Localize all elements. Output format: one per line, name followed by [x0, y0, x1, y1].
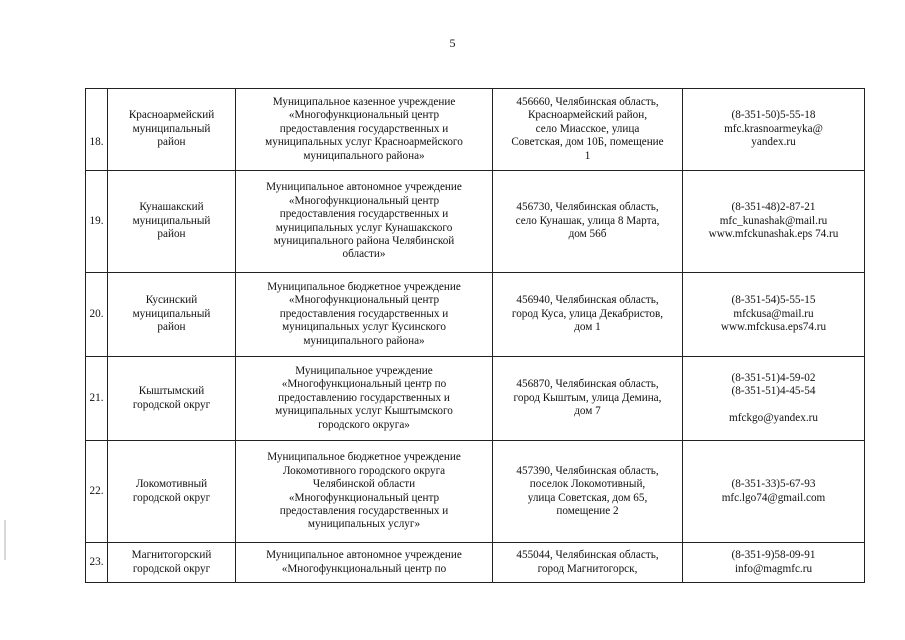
row-number: 23. — [86, 543, 108, 583]
row-number: 19. — [86, 171, 108, 273]
organization-name: Муниципальное автономное учреждение «Многофункциональный центр предоставления государственных и муниципальных услуг Кунашакского муниципального района Челябинской области» — [236, 171, 493, 273]
table-row — [86, 171, 865, 273]
municipality-name: Локомотивный городской округ — [108, 441, 236, 543]
municipality-name: Магнитогорский городской округ — [108, 543, 236, 583]
contacts: (8-351-33)5-67-93 mfc.lgo74@gmail.com — [683, 441, 865, 543]
address: 456870, Челябинская область, город Кыштым, улица Демина, дом 7 — [493, 357, 683, 441]
address: 456730, Челябинская область, село Кунашак, улица 8 Марта, дом 56б — [493, 171, 683, 273]
municipality-name: Красноармейский муниципальный район — [108, 89, 236, 171]
organization-name: Муниципальное автономное учреждение «Многофункциональный центр по — [236, 543, 493, 583]
row-number: 21. — [86, 357, 108, 441]
contacts-gap — [686, 399, 861, 412]
organization-name: Муниципальное бюджетное учреждение «Многофункциональный центр предоставления государственных и муниципальных услуг Кусинского муниципального района» — [236, 273, 493, 357]
table-row — [86, 89, 865, 171]
organization-name: Муниципальное бюджетное учреждение Локомотивного городского округа Челябинской области «Многофункциональный центр предоставления государственных и муниципальных услуг» — [236, 441, 493, 543]
organization-name: Муниципальное учреждение «Многофункциональный центр по предоставлению государственных и муниципальных услуг Кыштымского городского округа» — [236, 357, 493, 441]
contacts: (8-351-54)5-55-15 mfckusa@mail.ru www.mfckusa.eps74.ru — [683, 273, 865, 357]
contacts: (8-351-48)2-87-21 mfc_kunashak@mail.ru www.mfckunashak.eps 74.ru — [683, 171, 865, 273]
contacts: (8-351-51)4-59-02 (8-351-51)4-45-54 mfckgo@yandex.ru — [683, 357, 865, 441]
address: 456660, Челябинская область, Красноармейский район, село Миасское, улица Советская, дом 10Б, помещение 1 — [493, 89, 683, 171]
page-number: 5 — [449, 36, 456, 50]
table-row — [86, 441, 865, 543]
municipality-name: Кусинский муниципальный район — [108, 273, 236, 357]
address: 455044, Челябинская область, город Магнитогорск, — [493, 543, 683, 583]
row-number: 18. — [86, 89, 108, 171]
table-row — [86, 543, 865, 583]
table-row — [86, 273, 865, 357]
organization-name: Муниципальное казенное учреждение «Многофункциональный центр предоставления государственных и муниципальных услуг Красноармейского муниципального района» — [236, 89, 493, 171]
contacts: (8-351-9)58-09-91 info@magmfc.ru — [683, 543, 865, 583]
table-row — [86, 357, 865, 441]
address: 456940, Челябинская область, город Куса, улица Декабристов, дом 1 — [493, 273, 683, 357]
row-number: 22. — [86, 441, 108, 543]
row-number: 20. — [86, 273, 108, 357]
municipality-name: Кыштымский городской округ — [108, 357, 236, 441]
mfc-registry-table — [85, 88, 865, 583]
contacts: (8-351-50)5-55-18 mfc.krasnoarmeyka@ yandex.ru — [683, 89, 865, 171]
address: 457390, Челябинская область, поселок Локомотивный, улица Советская, дом 65, помещение 2 — [493, 441, 683, 543]
municipality-name: Кунашакский муниципальный район — [108, 171, 236, 273]
scan-edge-mark — [4, 520, 6, 560]
